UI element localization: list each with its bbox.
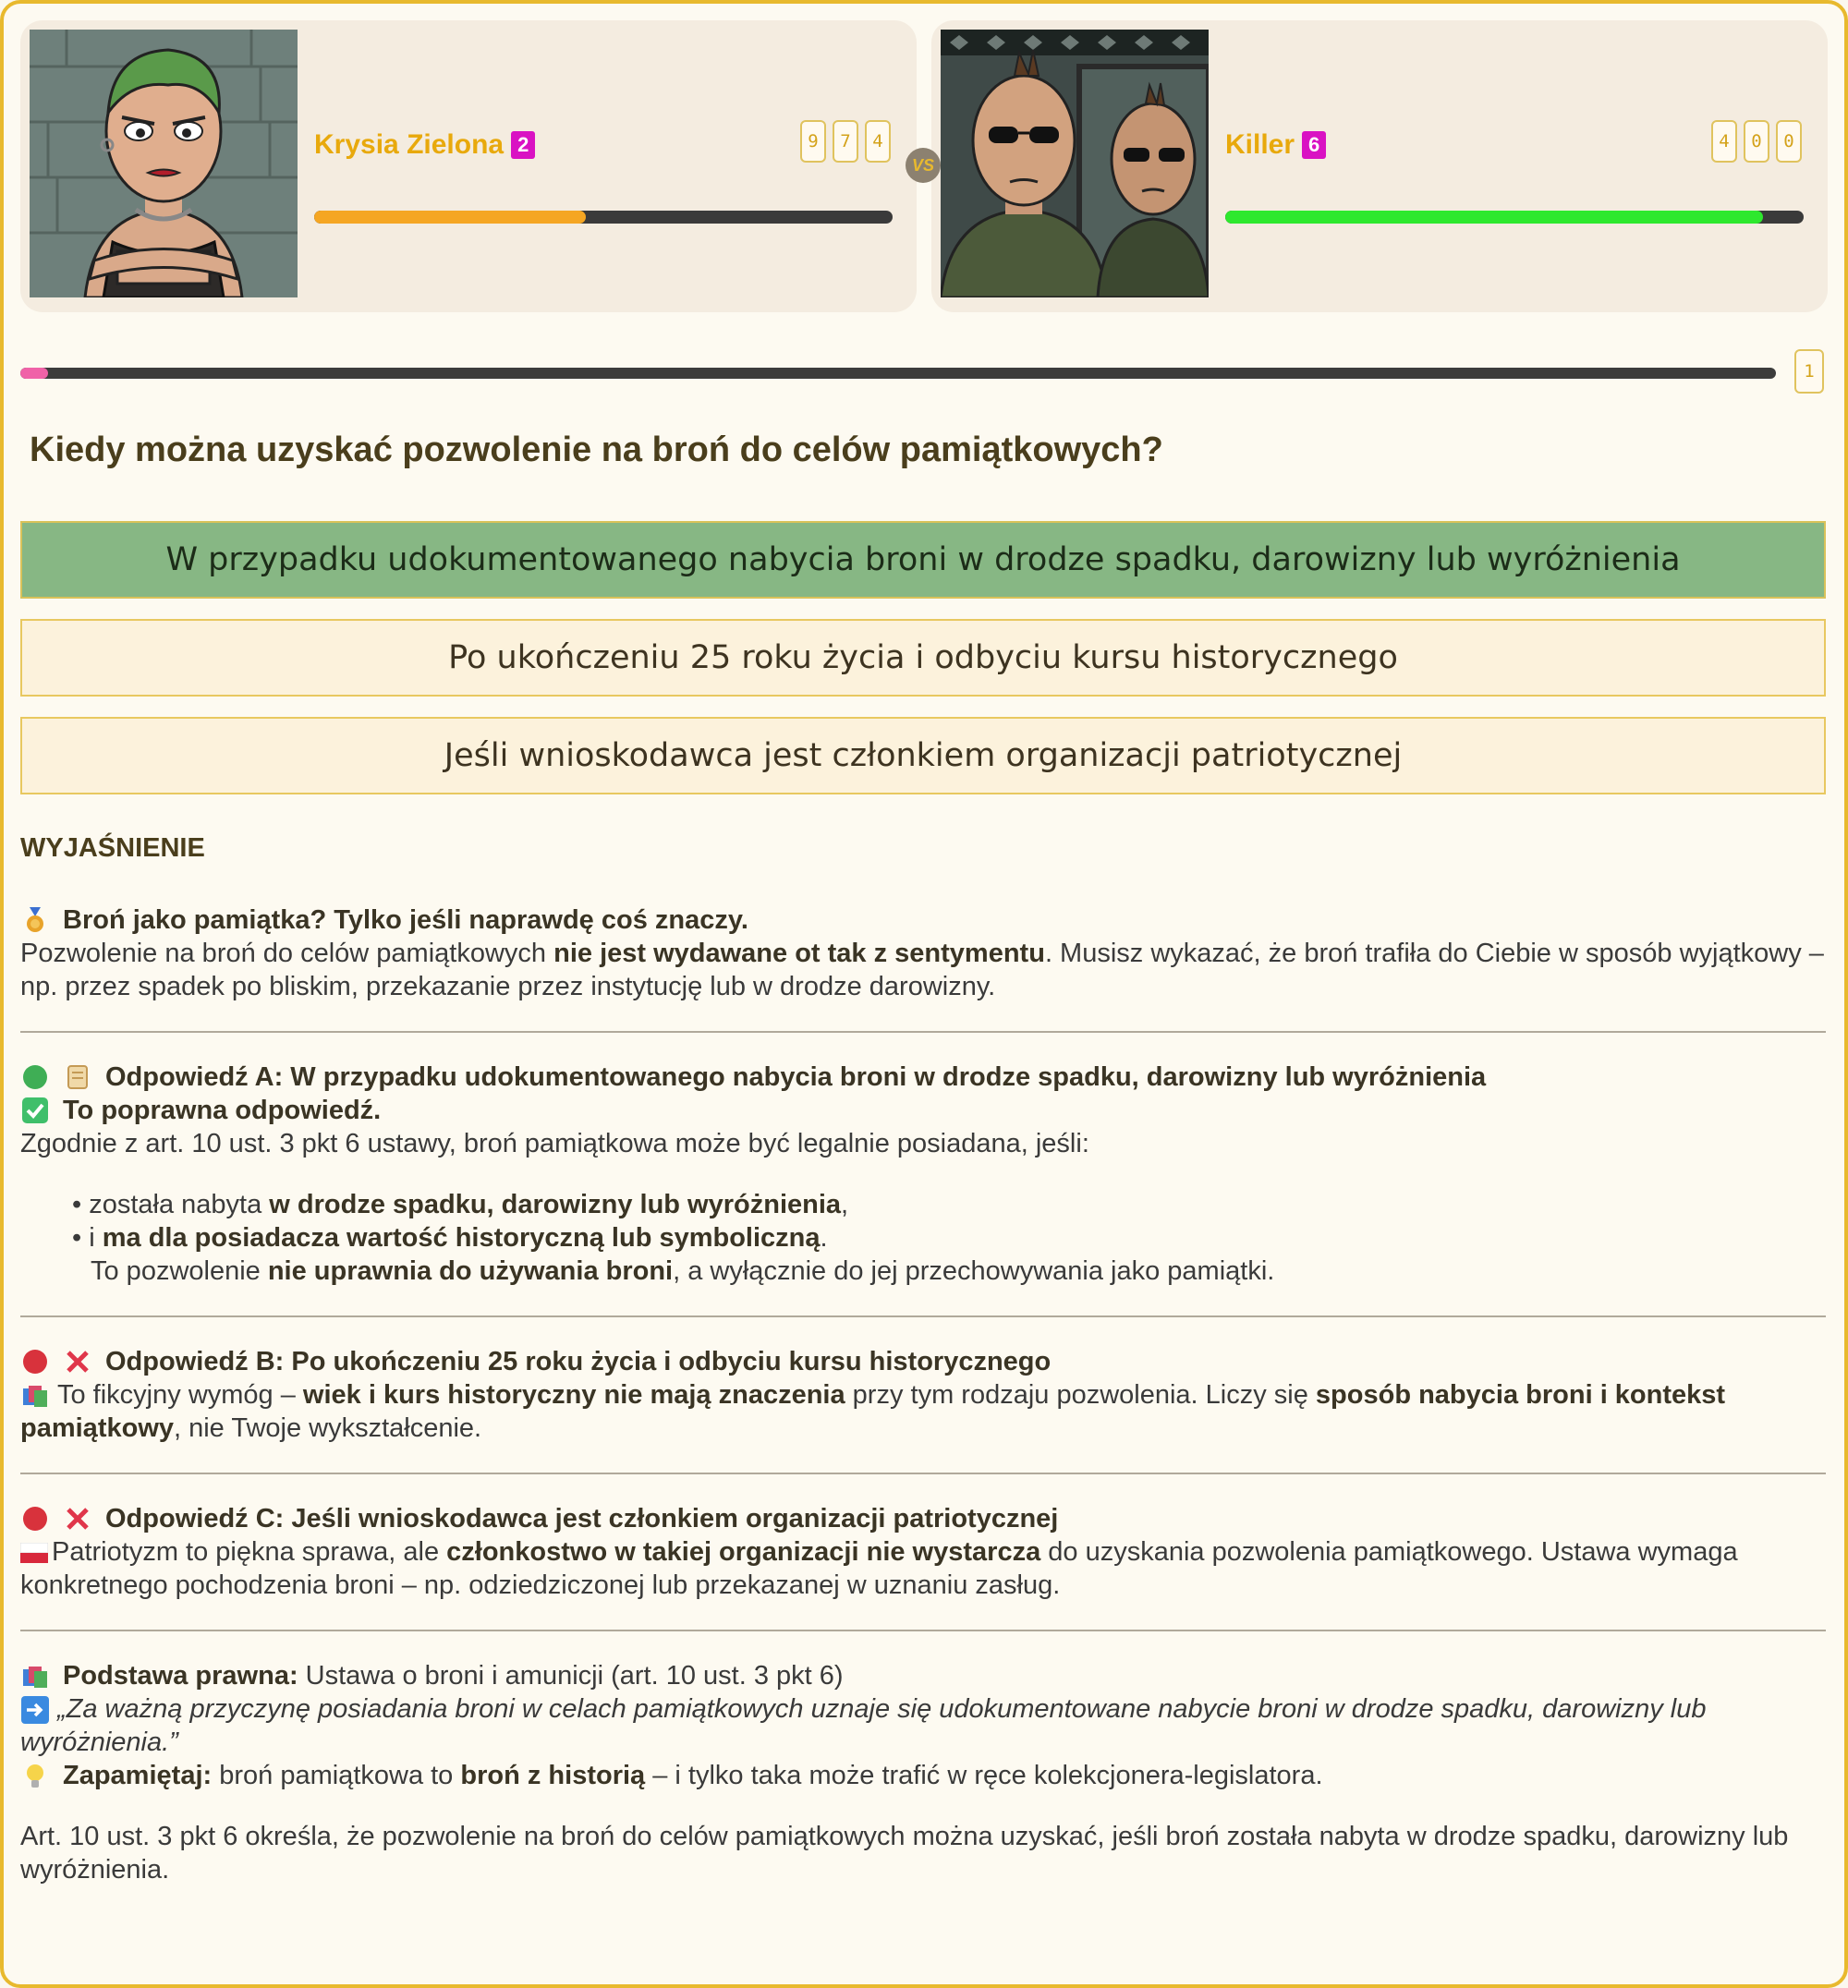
explanation-intro: [20, 903, 1826, 1031]
question-text: Kiedy można uzyskać pozwolenie na broń do celów pamiątkowych?: [30, 430, 1163, 469]
li-text: To pozwolenie: [91, 1256, 268, 1286]
intro-bold: nie jest wydawane ot tak z sentymentu: [553, 939, 1045, 968]
answer-option-b[interactable]: Po ukończeniu 25 roku życia i odbyciu kursu historycznego: [20, 619, 1826, 697]
cross-icon: [63, 1504, 92, 1533]
divider: [20, 1630, 1826, 1631]
legal-text: Ustawa o broni i amunicji (art. 10 ust. 3 pkt 6): [298, 1661, 844, 1691]
player-1-name: Krysia Zielona: [314, 129, 505, 160]
divider: [20, 1473, 1826, 1474]
player-2-score-digit: 0: [1744, 120, 1769, 163]
player-card-1: [20, 20, 917, 312]
player-1-level-badge: 2: [511, 131, 535, 159]
explanation-summary: Art. 10 ust. 3 pkt 6 określa, że pozwolenie na broń do celów pamiątkowych można uzyskać, jeśli broń została nabyta w drodze spadku, darowizny lub wyróżnienia.: [20, 1822, 1789, 1885]
question-number-badge: 1: [1794, 349, 1824, 394]
remember-row: [20, 1759, 1826, 1792]
player-card-2: [931, 20, 1828, 312]
remember-label: Zapamiętaj:: [63, 1761, 213, 1790]
b-text-mid: przy tym rodzaju pozwolenia. Liczy się: [845, 1380, 1316, 1410]
intro-text-rest: . Musisz wykazać, że broń trafiła do Ciebie w sposób wyjątkowy – np. przez spadek po bliskim, przekazanie przez instytucję lub w drodze darowizny.: [20, 939, 1824, 1001]
scroll-icon: [63, 1062, 92, 1092]
b-text: To fikcyjny wymóg –: [57, 1380, 303, 1410]
green-circle-icon: [20, 1062, 50, 1092]
answer-c-heading-row: [20, 1502, 1826, 1535]
books-icon: [20, 1662, 50, 1691]
vs-badge: VS: [906, 148, 941, 183]
answer-a-paragraph: Zgodnie z art. 10 ust. 3 pkt 6 ustawy, broń pamiątkowa może być legalnie posiadana, jeśli:: [20, 1129, 1089, 1158]
player-2-score-digit: 0: [1776, 120, 1802, 163]
intro-heading-row: [20, 903, 1826, 937]
books-icon: [20, 1381, 50, 1411]
divider: [20, 1315, 1826, 1317]
answer-option-a[interactable]: W przypadku udokumentowanego nabycia broni w drodze spadku, darowizny lub wyróżnienia: [20, 521, 1826, 599]
cross-icon: [63, 1347, 92, 1376]
player-2-health-bar: [1225, 211, 1804, 224]
answer-a-heading-row: [20, 1061, 1826, 1094]
li-end: , a wyłącznie do jej przechowywania jako pamiątki.: [673, 1256, 1275, 1286]
red-circle-icon: [20, 1504, 50, 1533]
quiz-progress-bar: [20, 368, 1776, 379]
player-2-score: [1711, 120, 1802, 163]
li-end: .: [820, 1223, 828, 1253]
intro-text: Pozwolenie na broń do celów pamiątkowych: [20, 939, 554, 968]
player-2-health-fill: [1225, 211, 1763, 224]
player-1-health-fill: [314, 211, 586, 224]
legal-quote: „Za ważną przyczynę posiadania broni w celach pamiątkowych uznaje się udokumentowane nabycie broni w drodze spadku, darowizny lub wyróżnienia.”: [20, 1694, 1707, 1757]
player-1-score-digit: 4: [865, 120, 891, 163]
player-2-score-digit: 4: [1711, 120, 1737, 163]
player-1-score: [800, 120, 891, 163]
legal-basis-row: [20, 1659, 1826, 1692]
c-text-end: do uzyskania pozwolenia pamiątkowego. Ustawa wymaga konkretnego pochodzenia broni – np. odziedziczonej lub przekazanej w uznaniu zasług.: [20, 1537, 1738, 1600]
player-2-name-row: [1225, 129, 1326, 161]
quiz-progress-fill: [20, 368, 48, 379]
explanation-legal: [20, 1659, 1826, 1820]
player-1-score-digit: 9: [800, 120, 826, 163]
player-2-level-badge: 6: [1302, 131, 1326, 159]
li-text: • została nabyta: [72, 1190, 270, 1219]
remember-text: broń pamiątkowa to: [212, 1761, 461, 1790]
player-2-name: Killer: [1225, 129, 1295, 160]
answer-c-heading: Odpowiedź C: Jeśli wnioskodawca jest członkiem organizacji patriotycznej: [105, 1504, 1059, 1533]
li-bold: nie uprawnia do używania broni: [267, 1256, 674, 1286]
answer-b-heading-row: [20, 1345, 1826, 1378]
check-box-icon: [20, 1096, 50, 1125]
list-note: [72, 1255, 1826, 1288]
explanation-title: WYJAŚNIENIE: [20, 833, 205, 863]
remember-bold: broń z historią: [460, 1761, 646, 1790]
remember-end: – i tylko taka może trafić w ręce kolekcjonera-legislatora.: [645, 1761, 1323, 1790]
correct-label: To poprawna odpowiedź.: [63, 1096, 382, 1125]
player-1-name-row: [314, 129, 535, 161]
red-circle-icon: [20, 1347, 50, 1376]
answer-b-heading: Odpowiedź B: Po ukończeniu 25 roku życia i odbyciu kursu historycznego: [105, 1347, 1052, 1376]
answer-c-paragraph: [20, 1535, 1826, 1602]
correct-row: [20, 1094, 1826, 1127]
explanation-answer-c: [20, 1502, 1826, 1630]
b-bold-2: sposób nabycia broni i kontekst pamiątkowy: [20, 1380, 1726, 1443]
li-text: • i: [72, 1223, 103, 1253]
medal-icon: [20, 905, 50, 935]
explanation-panel: [20, 831, 1826, 1886]
player-1-health-bar: [314, 211, 893, 224]
intro-paragraph: [20, 937, 1826, 1003]
li-bold: ma dla posiadacza wartość historyczną lub symboliczną: [102, 1223, 821, 1253]
list-item: [72, 1188, 1826, 1221]
answer-b-paragraph: [20, 1378, 1826, 1445]
player-2-avatar: [941, 30, 1209, 297]
b-text-end: , nie Twoje wykształcenie.: [174, 1413, 482, 1443]
legal-label: Podstawa prawna:: [63, 1661, 298, 1691]
answer-option-c[interactable]: Jeśli wnioskodawca jest członkiem organizacji patriotycznej: [20, 717, 1826, 794]
li-end: ,: [841, 1190, 849, 1219]
explanation-answer-a: [20, 1061, 1826, 1315]
intro-heading: Broń jako pamiątka? Tylko jeśli naprawdę coś znaczy.: [63, 905, 748, 935]
divider: [20, 1031, 1826, 1033]
c-text: Patriotyzm to piękna sprawa, ale: [52, 1537, 447, 1567]
legal-quote-row: [20, 1692, 1826, 1759]
c-bold: członkostwo w takiej organizacji nie wystarcza: [446, 1537, 1041, 1567]
player-1-avatar: [30, 30, 298, 297]
lightbulb-icon: [20, 1762, 50, 1791]
player-1-score-digit: 7: [833, 120, 858, 163]
answer-a-list: [72, 1188, 1826, 1288]
answer-a-heading: Odpowiedź A: W przypadku udokumentowanego nabycia broni w drodze spadku, darowizny lub wyróżnienia: [105, 1062, 1487, 1092]
arrow-right-icon: [20, 1695, 50, 1725]
li-bold: w drodze spadku, darowizny lub wyróżnienia: [269, 1190, 842, 1219]
b-bold: wiek i kurs historyczny nie mają znaczenia: [302, 1380, 845, 1410]
list-item: [72, 1221, 1826, 1255]
poland-flag-icon: [20, 1543, 48, 1563]
explanation-answer-b: [20, 1345, 1826, 1473]
